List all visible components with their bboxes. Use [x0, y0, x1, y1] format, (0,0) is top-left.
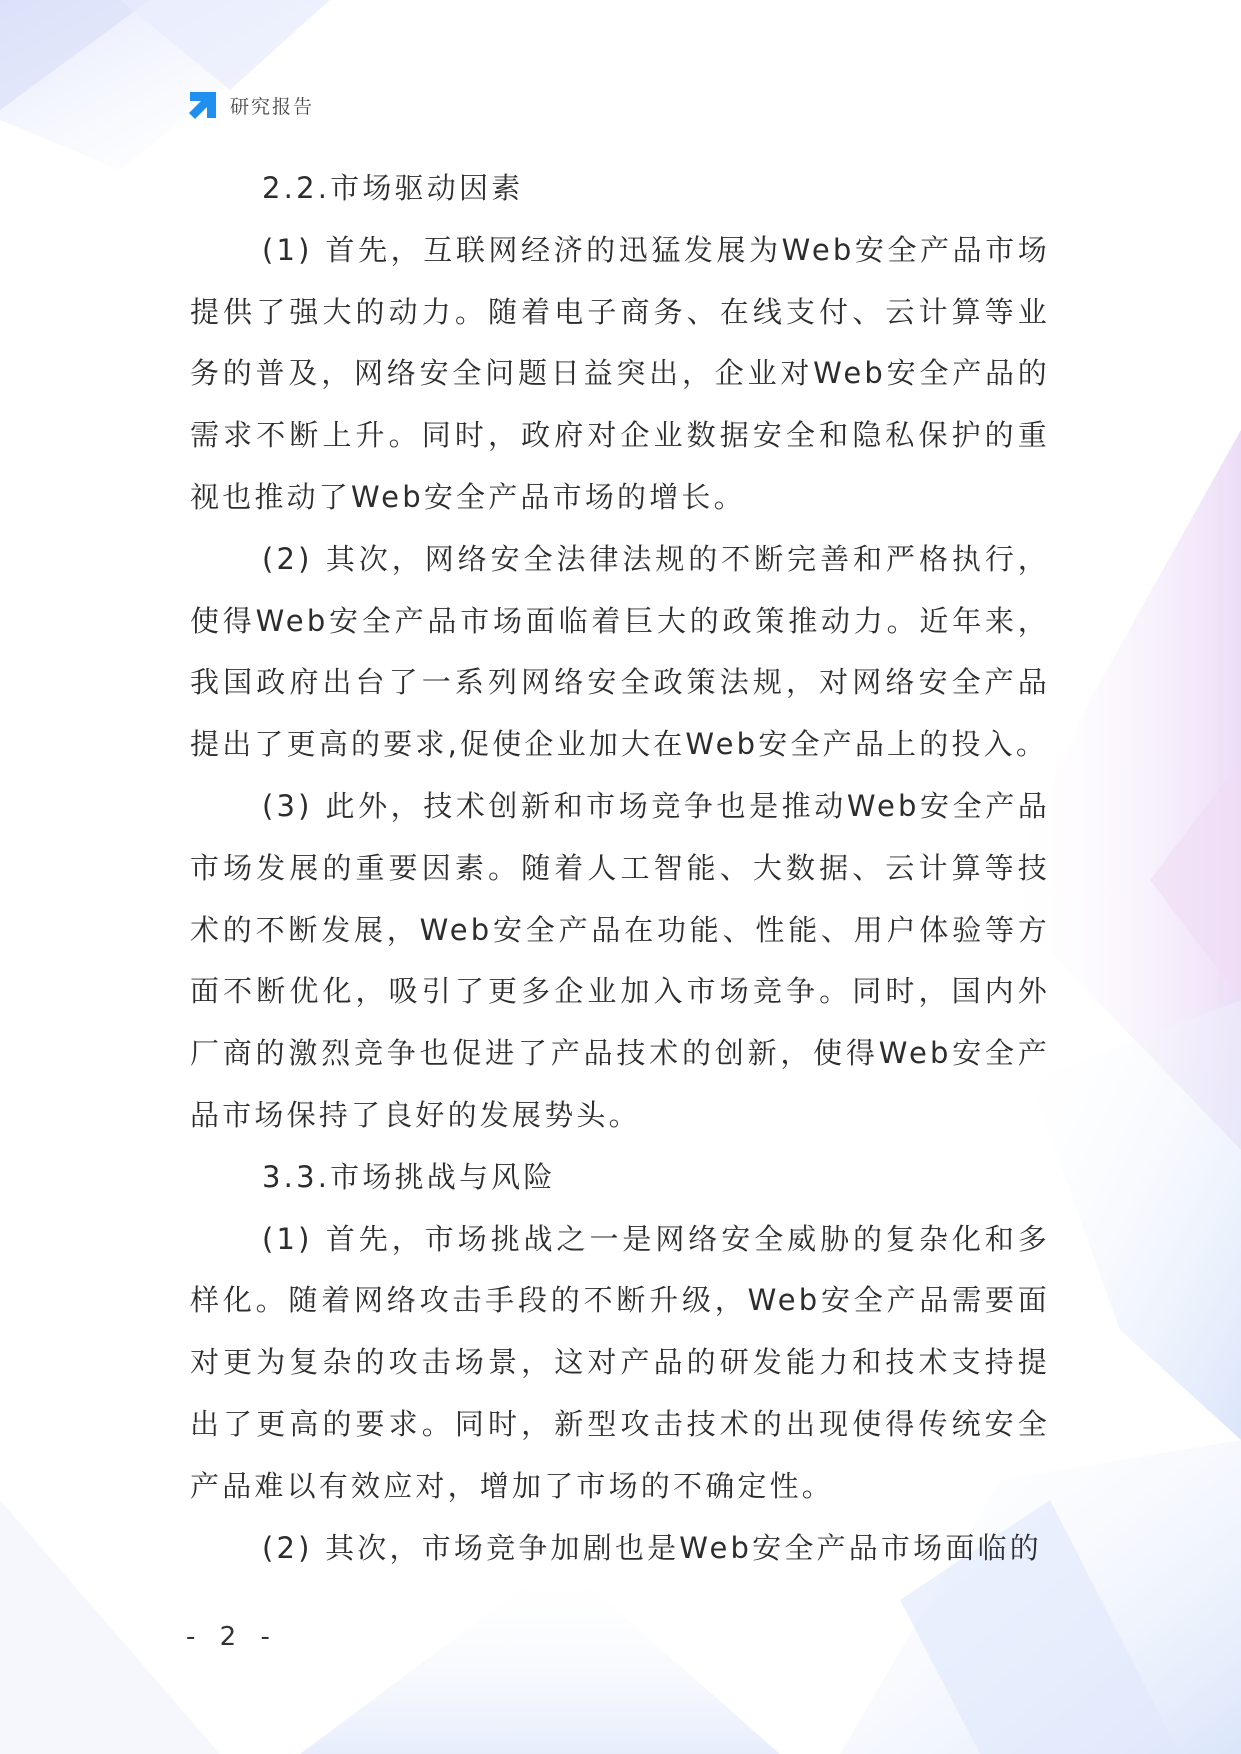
section-heading-3-3: 3.3.市场挑战与风险 — [262, 1159, 556, 1194]
paragraph-1: (1) 首先，互联网经济的迅猛发展为Web安全产品市场提供了强大的动力。随着电子商务、在线支付、云计算等业务的普及，网络安全问题日益突出，企业对Web安全产品的需求不断上升。同时，政府对企业数据安全和隐私保护的重视也推动了Web安全产品市场的增长。 — [190, 232, 1050, 514]
page-number: - 2 - — [186, 1622, 278, 1652]
paragraph-3: (3) 此外，技术创新和市场竞争也是推动Web安全产品市场发展的重要因素。随着人工智能、大数据、云计算等技术的不断发展，Web安全产品在功能、性能、用户体验等方面不断优化，吸引了更多企业加入市场竞争。同时，国内外厂商的激烈竞争也促进了产品技术的创新，使得Web安全产品市场保持了良好的发展势头。 — [190, 788, 1050, 1132]
paragraph-5: (2) 其次，市场竞争加剧也是Web安全产品市场面临的 — [262, 1530, 1042, 1565]
header-label: 研究报告 — [230, 95, 315, 118]
paragraph-4: (1) 首先，市场挑战之一是网络安全威胁的复杂化和多样化。随着网络攻击手段的不断升级，Web安全产品需要面对更为复杂的攻击场景，这对产品的研发能力和技术支持提出了更高的要求。同时，新型攻击技术的出现使得传统安全产品难以有效应对，增加了市场的不确定性。 — [190, 1221, 1050, 1503]
paragraph-2: (2) 其次，网络安全法律法规的不断完善和严格执行，使得Web安全产品市场面临着巨大的政策推动力。近年来，我国政府出台了一系列网络安全政策法规，对网络安全产品提出了更高的要求,促使企业加大在Web安全产品上的投入。 — [190, 541, 1050, 762]
report-header — [186, 88, 314, 122]
document-body — [190, 158, 1050, 1579]
arrow-up-right-icon — [186, 88, 220, 122]
section-heading-2-2: 2.2.市场驱动因素 — [262, 171, 524, 205]
